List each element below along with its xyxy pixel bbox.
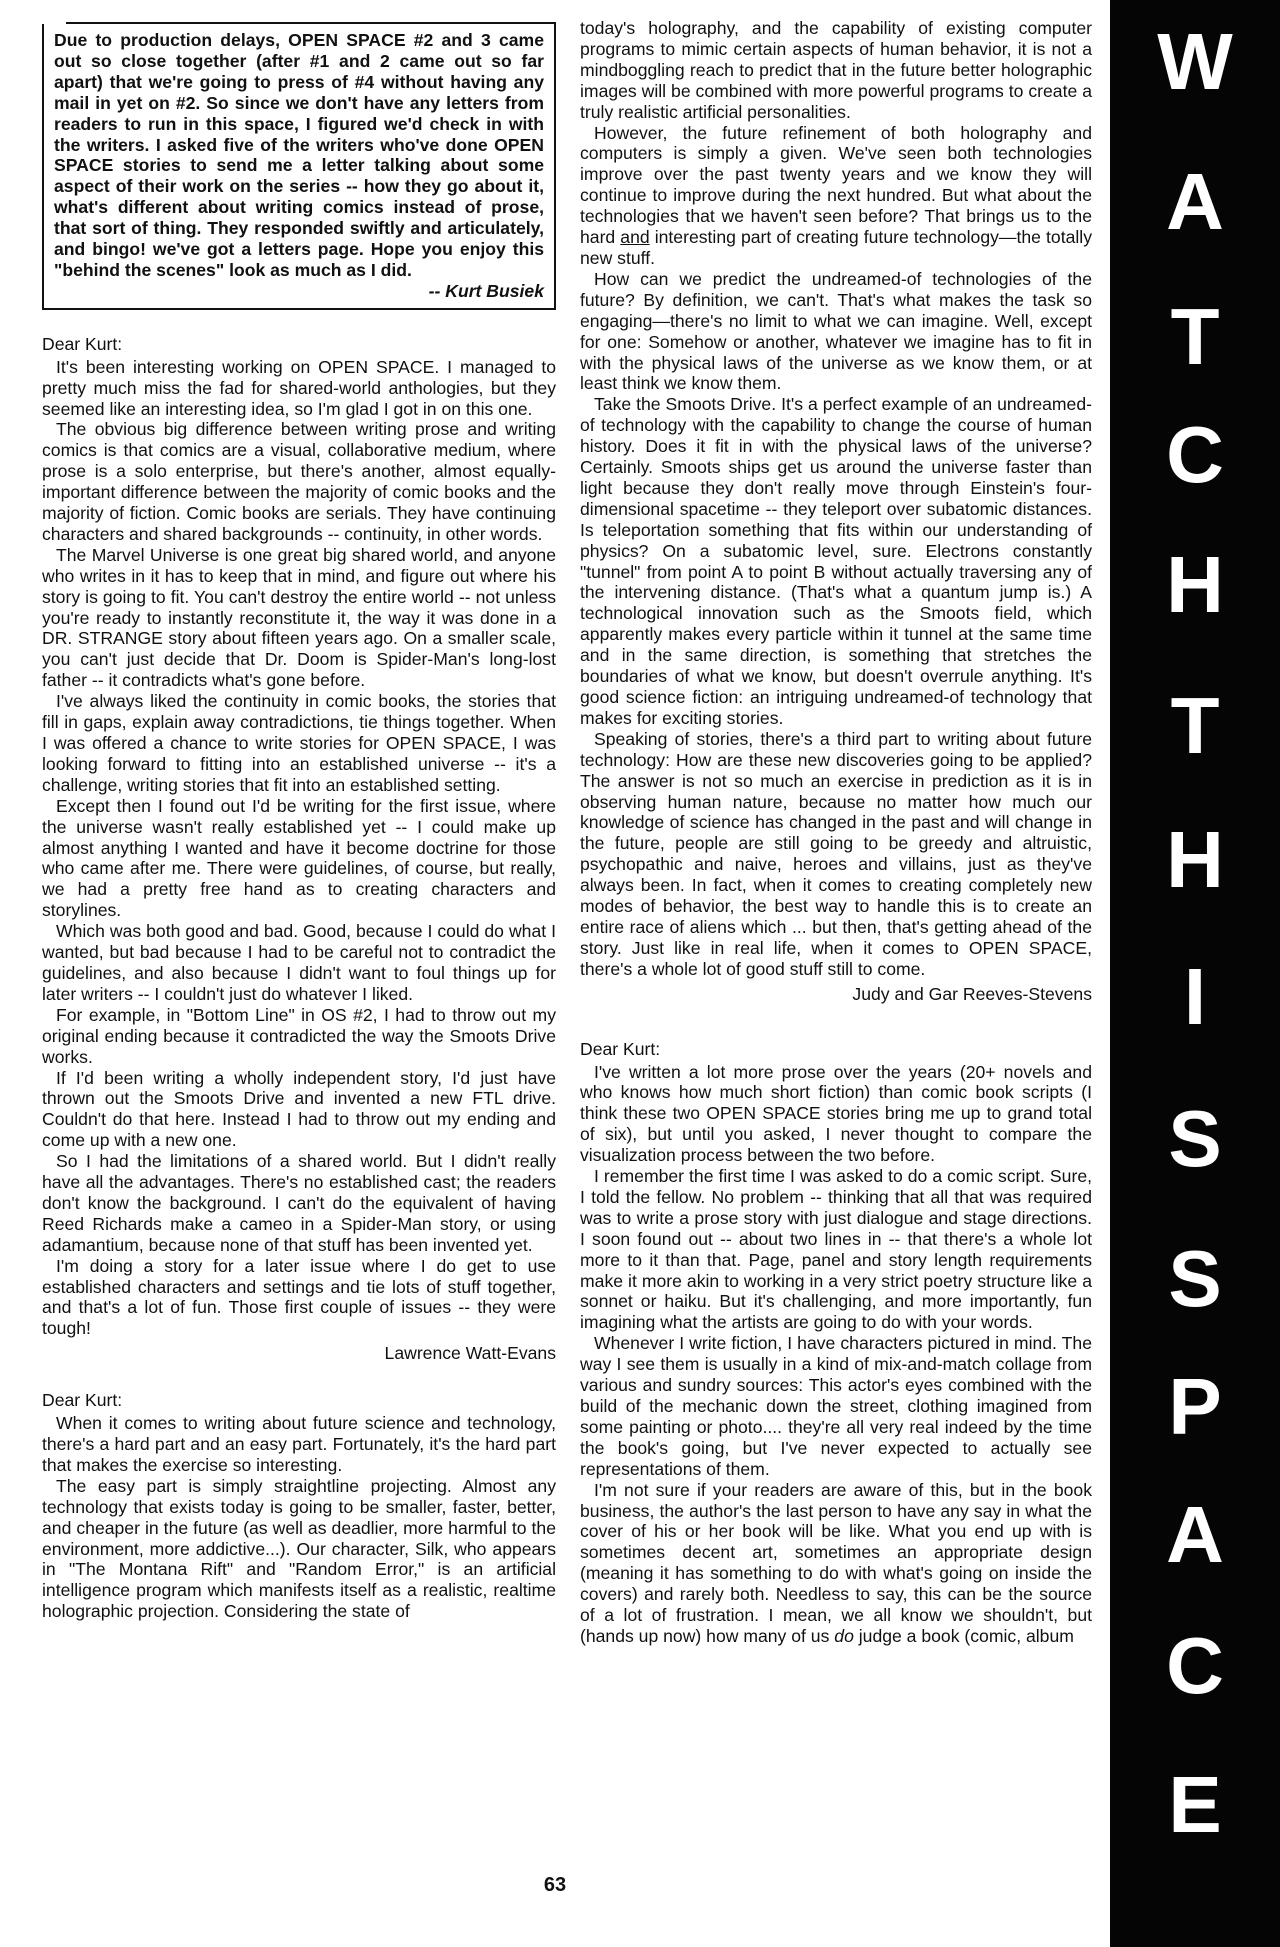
letter-paragraph bbox=[580, 1480, 1092, 1647]
letter-signature: Lawrence Watt-Evans bbox=[384, 1343, 556, 1364]
sidebar-letter: P bbox=[1168, 1362, 1222, 1451]
right-column bbox=[580, 18, 1092, 1673]
letter-paragraph bbox=[580, 123, 1092, 269]
letter-paragraph: I've always liked the continuity in comic books, the stories that fill in gaps, explain away contradictions, tie things together. When I was offered a chance to write stories for OPEN SPACE, I was looking forward to fitting into an established universe -- it's a challenge, writing stories that fit into an established setting. bbox=[42, 691, 556, 795]
letter-paragraph: Take the Smoots Drive. It's a perfect example of an undreamed-of technology with the capability to change the course of human history. Does it fit in with the physical laws of the universe? Certainly. Smoots ships get us around the universe faster than light because they don't really move through Einstein's four-dimensional spacetime -- they teleport over subatomic distances. Is teleportation something that fits within our understanding of physics? On a subatomic level, sure. Electrons constantly "tunnel" from point A to point B without actually traversing any of the intervening distance. (That's what a quantum jump is.) A technological innovation such as the Smoots field, which apparently makes every particle within it tunnel at the same time and in the same direction, is something that stretches the boundaries of what we know, but doesn't overrule anything. It's good science fiction: an intriguing undreamed-of technology that makes for exciting stories. bbox=[580, 394, 1092, 728]
editor-signature: -- Kurt Busiek bbox=[428, 280, 544, 301]
letter-paragraph: I'm doing a story for a later issue where I do get to use established characters and settings and tie lots of stuff together, and that's a lot of fun. Those first couple of issues -- they were tough! bbox=[42, 1255, 556, 1339]
letter-paragraph: It's been interesting working on OPEN SPACE. I managed to pretty much miss the fad for shared-world anthologies, but they seemed like an interesting idea, so I'm glad I got in on this one. bbox=[42, 356, 556, 419]
sidebar-letter: I bbox=[1183, 952, 1207, 1041]
letter-paragraph: Which was both good and bad. Good, because I could do what I wanted, but bad because I had to be careful not to contradict the guidelines, and also because I didn't want to foul things up for later writers -- I couldn't just do whatever I liked. bbox=[42, 921, 556, 1004]
paragraph-text: judge a book (comic, album bbox=[853, 1625, 1074, 1646]
paragraph-text: I'm not sure if your readers are aware of this, but in the book business, the author's the last person to have any say in what the cover of his or her book will be like. What you end up with is sometimes decent art, sometimes an appropriate design (meaning it has something to do with what's going on inside the covers) and rarely both. Needless to say, this can be the source of a lot of frustration. I mean, we all know we shouldn't, but (hands up now) how many of us bbox=[580, 1479, 1092, 1646]
letter-salutation: Dear Kurt: bbox=[42, 333, 123, 354]
letter-watt-evans bbox=[42, 334, 556, 1364]
letter-paragraph: When it comes to writing about future science and technology, there's a hard part and an easy part. Fortunately, it's the hard part that makes the exercise so interesting. bbox=[42, 1413, 556, 1475]
underlined-word: and bbox=[620, 227, 650, 248]
left-column bbox=[42, 22, 556, 1648]
sidebar-letter: T bbox=[1170, 681, 1220, 770]
letter-paragraph: So I had the limitations of a shared world. But I didn't really have all the advantages. There's no established cast; the readers don't know the background. I can't do the equivalent of having Reed Richards make a cameo in a Spider-Man story, or using adamantium, because none of that stuff has been invented yet. bbox=[42, 1151, 556, 1255]
sidebar-letter: E bbox=[1168, 1760, 1222, 1849]
letter-salutation: Dear Kurt: bbox=[580, 1038, 661, 1059]
letter-paragraph-continuation: today's holography, and the capability of existing computer programs to mimic certain aspects of human behavior, it is not a mindboggling reach to predict that in the future better holographic images will be combined with more powerful programs to create a truly realistic artificial personalities. bbox=[580, 18, 1092, 122]
letter-paragraph: Speaking of stories, there's a third part to writing about future technology: How are these new discoveries going to be applied? The answer is not so much an exercise in prediction as it is in observing human nature, because no matter how much our knowledge of science has changed in the past and will change in the future, people are still going to be greedy and altruistic, psychopathic and naive, heroes and villains, just as they've always been. In fact, when it comes to creating completely new modes of behavior, the best way to handle this is to create an entire race of aliens which ... but then, that's getting ahead of the story. Just like in real life, when it comes to OPEN SPACE, there's a whole lot of good stuff still to come. bbox=[580, 728, 1092, 979]
letter-paragraph: Whenever I write fiction, I have characters pictured in mind. The way I see them is usually in a kind of mix-and-match collage from various and sundry sources: This actor's eyes combined with the build of the mechanic down the street, clothing imagined from some painting or photo.... they're all very real indeed by the time the book's going, but I've never expected to actually see representations of them. bbox=[580, 1333, 1092, 1479]
sidebar-letter: S bbox=[1168, 1234, 1222, 1323]
sidebar-letter: A bbox=[1166, 1490, 1224, 1579]
page-number: 63 bbox=[543, 1874, 567, 1896]
sidebar-letter: H bbox=[1166, 815, 1224, 904]
watch-this-space-sidebar bbox=[1110, 0, 1280, 1947]
letter-paragraph: The obvious big difference between writing prose and writing comics is that comics are a visual, collaborative medium, where prose is a solo enterprise, but there's another, almost equally-important difference between the majority of comic books and the majority of fiction. Comic books are serials. They have continuing characters and shared backgrounds -- continuity, in other words. bbox=[42, 419, 556, 544]
letter-reeves-stevens-continued bbox=[580, 18, 1092, 1005]
paragraph-text: interesting part of creating future technology—the totally new stuff. bbox=[580, 227, 1092, 268]
editor-note-text: Due to production delays, OPEN SPACE #2 and 3 came out so close together (after #1 and 2 came out so far apart) that we're going to press of #4 without having any mail in yet on #2. So since we don't have any letters from readers to run in this space, I figured we'd check in with the writers. I asked five of the writers who've done OPEN SPACE stories to send me a letter talking about some aspect of their work on the series -- how they go about it, what's different about writing comics instead of prose, that sort of thing. They responded swiftly and articulately, and bingo! we've got a letters page. Hope you enjoy this "behind the scenes" look as much as I did. bbox=[54, 30, 544, 280]
letter-third bbox=[580, 1039, 1092, 1647]
letter-signature: Judy and Gar Reeves-Stevens bbox=[852, 983, 1092, 1004]
sidebar-letter: H bbox=[1166, 540, 1224, 629]
italic-word: do bbox=[834, 1625, 854, 1646]
letter-reeves-stevens-start bbox=[42, 1390, 556, 1622]
letter-paragraph: The Marvel Universe is one great big shared world, and anyone who writes in it has to keep that in mind, and figure out where his story is going to fit. You can't destroy the entire world -- not unless you're ready to instantly reconstitute it, the way it was done in a DR. STRANGE story about fifteen years ago. On a smaller scale, you can't just decide that Dr. Doom is Spider-Man's long-lost father -- it contradicts what's gone before. bbox=[42, 544, 556, 691]
sidebar-letter: C bbox=[1166, 410, 1224, 499]
letter-paragraph: The easy part is simply straightline projecting. Almost any technology that exists today is going to be smaller, faster, better, and cheaper in the future (as well as deadlier, more harmful to the environment, more addictive...). Our character, Silk, who appears in "The Montana Rift" and "Random Error," is an artificial intelligence program which manifests itself as a realistic, realtime holographic projection. Considering the state of bbox=[42, 1475, 556, 1622]
letter-paragraph: I've written a lot more prose over the years (20+ novels and who knows how much short fiction) than comic book scripts (I think these two OPEN SPACE stories bring me up to grand total of six), but until you asked, I never thought to compare the visualization process between the two before. bbox=[580, 1061, 1092, 1166]
paragraph-text: However, the future refinement of both holography and computers is simply a given. We've seen both technologies improve over the past twenty years and we know they will continue to improve during the next hundred. But what about the technologies that we haven't seen before? That brings us to the hard bbox=[580, 122, 1092, 248]
sidebar-letter: S bbox=[1168, 1094, 1222, 1183]
letter-paragraph: How can we predict the undreamed-of technologies of the future? By definition, we can't. That's what makes the task so engaging—there's no limit to what we can imagine. Well, except for one: Somehow or another, whatever we imagine has to fit in with the physical laws of the universe as we know them, or at least think we know them. bbox=[580, 268, 1092, 394]
letter-paragraph: If I'd been writing a wholly independent story, I'd just have thrown out the Smoots Drive and invented a new FTL drive. Couldn't do that here. Instead I had to throw out my ending and come up with a new one. bbox=[42, 1067, 556, 1151]
sidebar-letter: A bbox=[1166, 157, 1224, 246]
letter-paragraph: I remember the first time I was asked to do a comic script. Sure, I told the fellow. No problem -- thinking that all that was required was to write a prose story with just dialogue and stage directions. I soon found out -- about two lines in -- that there's a whole lot more to it than that. Page, panel and story length requirements make it more akin to working in a very strict poetry structure like a sonnet or haiku. But it's challenging, and more importantly, fun imagining what the artists are going to do with your words. bbox=[580, 1166, 1092, 1333]
letter-salutation: Dear Kurt: bbox=[42, 1390, 123, 1411]
editor-note-box bbox=[42, 22, 556, 310]
sidebar-letter: T bbox=[1170, 292, 1220, 381]
sidebar-letter: W bbox=[1157, 17, 1233, 106]
letter-paragraph: For example, in "Bottom Line" in OS #2, I had to throw out my original ending because it contradicted the way the Smoots Drive works. bbox=[42, 1004, 556, 1067]
letter-paragraph: Except then I found out I'd be writing for the first issue, where the universe wasn't really established yet -- I could make up almost anything I wanted and have it become doctrine for those who came after me. There were guidelines, of course, but really, we had a pretty free hand as to creating characters and storylines. bbox=[42, 795, 556, 921]
sidebar-letter: C bbox=[1166, 1621, 1224, 1710]
